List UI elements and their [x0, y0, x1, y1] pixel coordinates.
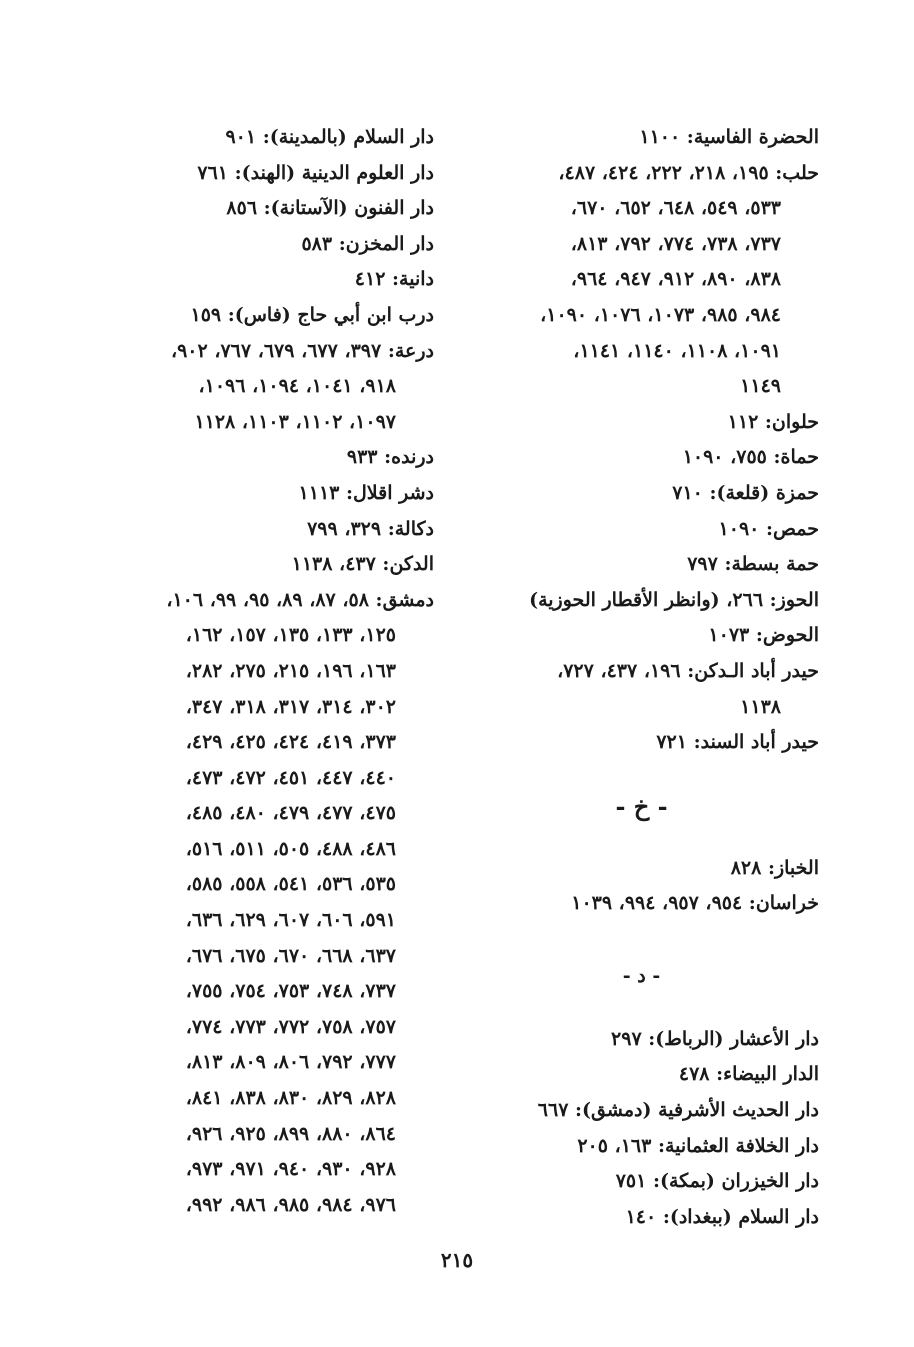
index-entry: الدار البيضاء: ٤٧٨	[678, 1063, 819, 1086]
page-number: ٢١٥	[440, 1248, 474, 1272]
index-entry: الحوض: ١٠٧٣	[708, 624, 819, 647]
index-entry-continuation: ١١٤٩	[740, 375, 781, 398]
index-entry: دار الخلافة العثمانية: ١٦٣، ٢٠٥	[577, 1134, 819, 1157]
index-entry: درنده: ٩٣٣	[346, 446, 434, 469]
index-entry: دار العلوم الدينية (الهند): ٧٦١	[197, 161, 434, 184]
index-entry: دار السلام (بالمدينة): ٩٠١	[225, 126, 434, 148]
index-entry: دار المخزن: ٥٨٣	[301, 232, 434, 255]
index-entry: دار الفنون (الآستانة): ٨٥٦	[226, 197, 434, 220]
index-entry-continuation: ٨٣٨، ٨٩٠، ٩١٢، ٩٤٧، ٩٦٤،	[570, 268, 781, 291]
index-entry: حلب: ١٩٥، ٢١٨، ٢٢٢، ٤٢٤، ٤٨٧،	[558, 161, 819, 184]
index-entry: حمص: ١٠٩٠	[718, 517, 819, 540]
index-entry: الدكن: ٤٣٧، ١١٣٨	[291, 553, 434, 576]
index-entry-continuation: ١١٣٨	[740, 695, 781, 718]
entries-kha	[464, 851, 819, 922]
index-entry-continuation: ١٢٥، ١٣٣، ١٣٥، ١٥٧، ١٦٢،	[185, 624, 396, 647]
index-entry-continuation: ٧٣٧، ٧٤٨، ٧٥٣، ٧٥٤، ٧٥٥،	[185, 980, 396, 1003]
index-entry: دار الخيزران (بمكة): ٧٥١	[615, 1170, 819, 1193]
index-entry: درب ابن أبي حاج (فاس): ١٥٩	[190, 303, 434, 326]
entries-dal-continued	[34, 120, 434, 1223]
entries-dal	[464, 1022, 819, 1236]
index-entry: درعة: ٣٩٧، ٦٧٧، ٦٧٩، ٧٦٧، ٩٠٢،	[170, 339, 434, 362]
index-entry: دار الأعشار (الرباط): ٢٩٧	[611, 1027, 819, 1050]
index-entry: الحوز: ٢٦٦، (وانظر الأقطار الحوزية)	[529, 588, 819, 611]
index-entry-continuation: ٤٤٠، ٤٤٧، ٤٥١، ٤٧٢، ٤٧٣،	[185, 766, 396, 789]
index-entry: دشر اقلال: ١١١٣	[298, 481, 434, 504]
index-entry: حيدر أباد السند: ٧٢١	[656, 731, 819, 754]
index-entry: دانية: ٤١٢	[354, 268, 434, 291]
index-entry: حلوان: ١١٢	[727, 410, 819, 433]
index-entry-continuation: ٧٧٧، ٧٩٢، ٨٠٦، ٨٠٩، ٨١٣،	[185, 1051, 396, 1074]
index-entry: الخباز: ٨٢٨	[730, 856, 819, 879]
section-heading-dal: - د -	[622, 964, 661, 987]
index-entry-continuation: ٩١٨، ١٠٤١، ١٠٩٤، ١٠٩٦،	[198, 375, 396, 398]
index-entry-continuation: ٥٣٣، ٥٤٩، ٦٤٨، ٦٥٢، ٦٧٠،	[570, 197, 781, 220]
index-entry-continuation: ٦٣٧، ٦٦٨، ٦٧٠، ٦٧٥، ٦٧٦،	[185, 944, 396, 967]
index-entry-continuation: ٤٨٦، ٤٨٨، ٥٠٥، ٥١١، ٥١٦،	[185, 837, 396, 860]
section-heading-kha: - خ -	[615, 791, 668, 821]
index-entry-continuation: ٩٨٤، ٩٨٥، ١٠٧٣، ١٠٧٦، ١٠٩٠،	[540, 303, 781, 326]
index-entry: دار السلام (ببغداد): ١٤٠	[625, 1205, 819, 1228]
index-entry-continuation: ٩٧٦، ٩٨٤، ٩٨٥، ٩٨٦، ٩٩٢،	[185, 1193, 396, 1216]
index-entry-continuation: ٨٢٨، ٨٢٩، ٨٣٠، ٨٣٨، ٨٤١،	[185, 1087, 396, 1110]
index-entry: حمزة (قلعة): ٧١٠	[672, 481, 819, 504]
index-entry-continuation: ٩٢٨، ٩٣٠، ٩٤٠، ٩٧١، ٩٧٣،	[185, 1158, 396, 1181]
left-column	[34, 120, 434, 1223]
index-entry-continuation: ٧٥٧، ٧٥٨، ٧٧٢، ٧٧٣، ٧٧٤،	[185, 1015, 396, 1038]
index-entry: حماة: ٧٥٥، ١٠٩٠	[682, 446, 819, 469]
index-entry-continuation: ٥٩١، ٦٠٦، ٦٠٧، ٦٢٩، ٦٣٦،	[185, 909, 396, 932]
index-entry-continuation: ٨٦٤، ٨٨٠، ٨٩٩، ٩٢٥، ٩٢٦،	[185, 1122, 396, 1145]
index-entry-continuation: ١٦٣، ١٩٦، ٢١٥، ٢٧٥، ٢٨٢،	[185, 659, 396, 682]
index-entry-continuation: ٥٣٥، ٥٣٦، ٥٤١، ٥٥٨، ٥٨٥،	[185, 873, 396, 896]
index-entry: الحضرة الفاسية: ١١٠٠	[639, 126, 819, 148]
index-entry-continuation: ٣٧٣، ٤١٩، ٤٢٤، ٤٢٥، ٤٢٩،	[185, 731, 396, 754]
index-entry: حيدر أباد الـدكن: ١٩٦، ٤٣٧، ٧٢٧،	[557, 659, 819, 682]
index-entry: دكالة: ٣٢٩، ٧٩٩	[307, 517, 434, 540]
index-entry-continuation: ٣٠٢، ٣١٤، ٣١٧، ٣١٨، ٣٤٧،	[185, 695, 396, 718]
index-entry-continuation: ١٠٩٧، ١١٠٢، ١١٠٣، ١١٢٨	[194, 410, 396, 433]
right-column	[464, 120, 819, 1235]
index-entry: حمة بسطة: ٧٩٧	[687, 553, 819, 576]
index-entry-continuation: ٤٧٥، ٤٧٧، ٤٧٩، ٤٨٠، ٤٨٥،	[185, 802, 396, 825]
entries-ha	[464, 120, 819, 761]
index-entry: خراسان: ٩٥٤، ٩٥٧، ٩٩٤، ١٠٣٩	[571, 892, 819, 915]
index-entry: دار الحديث الأشرفية (دمشق): ٦٦٧	[537, 1099, 819, 1122]
index-entry: دمشق: ٥٨، ٨٧، ٨٩، ٩٥، ٩٩، ١٠٦،	[166, 588, 434, 611]
index-entry-continuation: ٧٣٧، ٧٣٨، ٧٧٤، ٧٩٢، ٨١٣،	[570, 232, 781, 255]
index-entry-continuation: ١٠٩١، ١١٠٨، ١١٤٠، ١١٤١،	[573, 339, 781, 362]
